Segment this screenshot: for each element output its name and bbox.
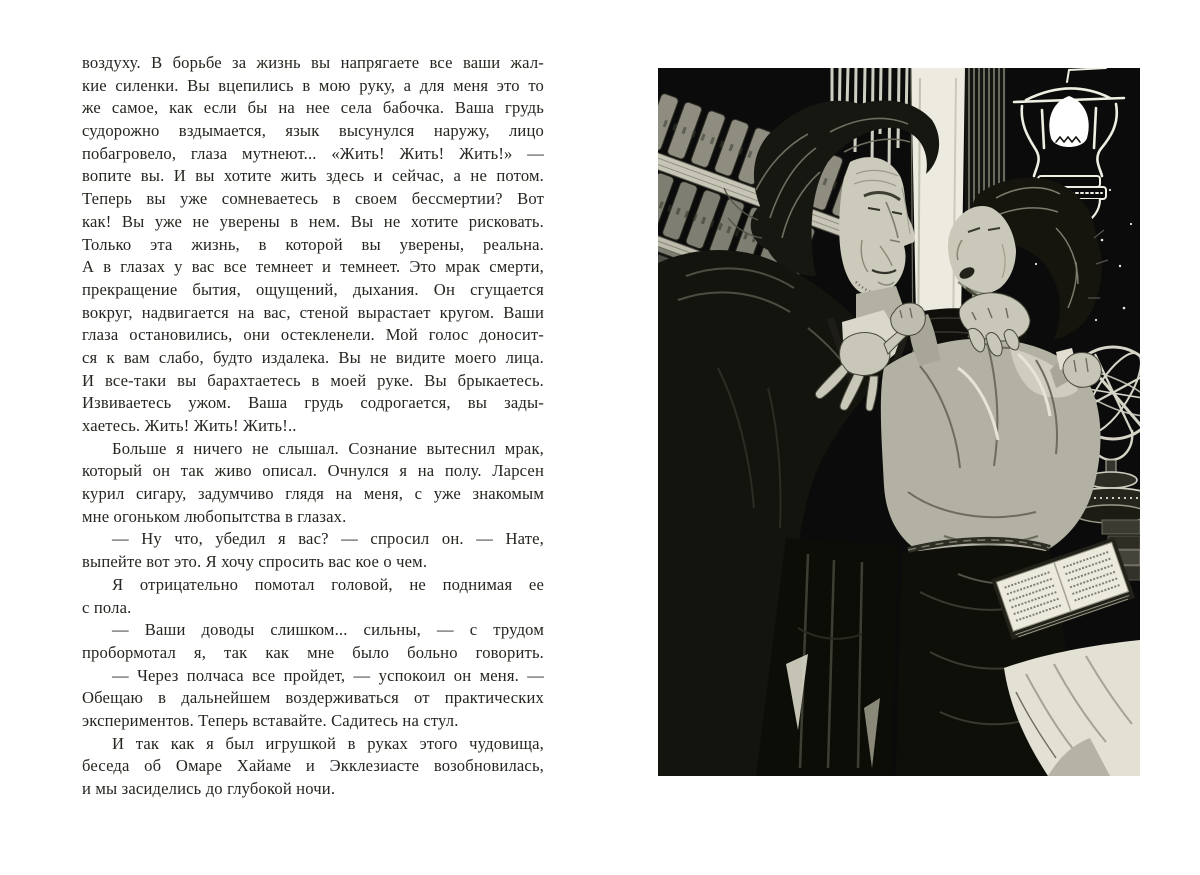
text-line: и мы засиделись до глубокой ночи. — [82, 779, 336, 798]
text-line: выпейте вот это. Я хочу спросить вас кое о чем. — [82, 552, 428, 572]
text-line: — Ну что, убедил я вас? — спросил он. — Нате, — [112, 529, 544, 549]
text-line: который он так живо описал. Очнулся я на полу. Ларсен — [82, 461, 544, 481]
text-line: судорожно вздымается, язык высунулся наружу, лицо — [82, 121, 544, 141]
text-line: Я отрицательно помотал головой, не поднимая ее — [112, 574, 544, 594]
text-line: — Ваши доводы слишком... сильны, — с трудом — [112, 620, 544, 640]
text-line: глаза остановились, они остекленели. Мой голос доносит- — [82, 325, 544, 345]
text-line: Обещаю в дальнейшем воздерживаться от практических — [82, 688, 544, 708]
illustration — [658, 68, 1140, 776]
text-line: же самое, как если бы на нее села бабочка. Ваша грудь — [82, 98, 544, 118]
text-line: побагровело, глаза мутнеют... «Жить! Жить! Жить!» — — [82, 143, 544, 163]
text-line: беседа об Омаре Хайаме и Экклезиасте возобновилась, — [82, 756, 544, 776]
text-line: — Через полчаса все пройдет, — успокоил он меня. — — [112, 665, 544, 685]
text-line: пробормотал я, так как мне было больно говорить. — [82, 642, 544, 662]
text-line: вопите вы. И вы хотите жить здесь и сейчас, а не потом. — [82, 166, 544, 186]
text-column — [82, 52, 544, 801]
text-line: И все-таки вы барахтаетесь в моей руке. Вы брыкаетесь. — [82, 370, 544, 390]
text-line: Только эта жизнь, в которой вы уверены, реальна. — [82, 234, 544, 254]
text-line: А в глазах у вас все темнеет и темнеет. Это мрак смерти, — [82, 257, 544, 277]
text-line: Теперь вы уже сомневаетесь в своем бессмертии? Вот — [82, 189, 544, 209]
text-line: прекращение бытия, ощущений, дыхания. Он сгущается — [82, 279, 544, 299]
text-line: И так как я был игрушкой в руках этого чудовища, — [112, 733, 544, 753]
text-line: мне огоньком любопытства в глазах. — [82, 506, 347, 526]
text-line: экспериментов. Теперь вставайте. Садитесь на стул. — [82, 710, 459, 730]
text-line: ся к вам слабо, будто издалека. Вы не видите моего лица. — [82, 347, 544, 367]
text-line: с пола. — [82, 597, 132, 617]
text-line: воздуху. В борьбе за жизнь вы напрягаете все ваши жал- — [82, 53, 544, 72]
text-line: Больше я ничего не слышал. Сознание вытеснил мрак, — [112, 438, 544, 458]
text-line: курил сигару, задумчиво глядя на меня, с уже знакомым — [82, 484, 544, 504]
text-line: вокруг, надвигается на вас, стеной вырастает кругом. Ваши — [82, 302, 544, 322]
text-line: хаетесь. Жить! Жить! Жить!.. — [82, 416, 297, 435]
text-line: кие силенки. Вы вцепились в мою руку, а для меня это то — [82, 75, 544, 95]
text-line: как! Вы уже не уверены в нем. Вы не хотите рисковать. — [82, 211, 544, 231]
text-line: Извиваетесь ужом. Ваша грудь содрогается, вы зады- — [82, 393, 544, 413]
